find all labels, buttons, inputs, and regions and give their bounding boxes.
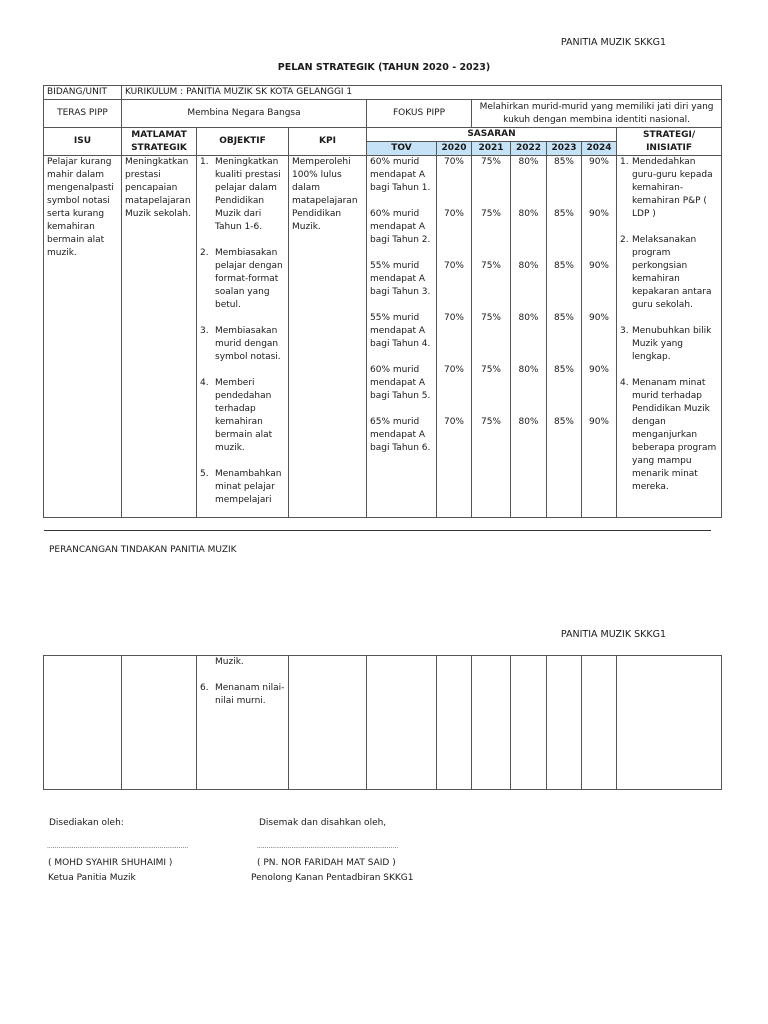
- col-year-2022: 2022: [511, 142, 547, 156]
- tov-item: 55% murid mendapat A bagi Tahun 4.: [370, 313, 431, 349]
- matlamat-cell: [122, 156, 197, 518]
- list-item: 1. Meningkatkan kualiti prestasi pelajar dalam Pendidikan Muzik dari Tahun 1-6.: [200, 157, 281, 232]
- list-item: 3. Menubuhkan bilik Muzik yang lengkap.: [620, 326, 712, 362]
- prepared-name: ( MOHD SYAHIR SHUHAIMI ): [48, 858, 173, 868]
- prepared-label: Disediakan oleh:: [49, 818, 124, 828]
- col-matlamat: MATLAMAT STRATEGIK: [122, 128, 197, 156]
- col-year-2024: 2024: [582, 142, 617, 156]
- list-item: 6. Menanam nilai-nilai murni.: [200, 683, 285, 706]
- teras-value: Membina Negara Bangsa: [122, 100, 367, 128]
- strategi-list: [620, 156, 718, 494]
- list-item: 1. Mendedahkan guru-guru kepada kemahiran-kemahiran P&P ( LDP ): [620, 157, 713, 219]
- tov-item: 60% murid mendapat A bagi Tahun 2.: [370, 209, 431, 245]
- col-strategi: STRATEGI/ INISIATIF: [617, 128, 722, 156]
- matlamat-text: Meningkatkan prestasi pencapaian matapelajaran Muzik sekolah.: [125, 157, 191, 219]
- list-item: 4. Menanam minat murid terhadap Pendidikan Muzik dengan menganjurkan beberapa program yang mampu menarik minat mereka.: [620, 378, 717, 492]
- approved-signature-line: ..........................................................................: [257, 843, 399, 850]
- tov-item: 65% murid mendapat A bagi Tahun 6.: [370, 417, 431, 453]
- teras-label: TERAS PIPP: [44, 100, 122, 128]
- list-item: 2. Membiasakan pelajar dengan format-format soalan yang betul.: [200, 248, 283, 310]
- col-isu: ISU: [44, 128, 122, 156]
- objektif-list: [200, 156, 285, 507]
- document-title: PELAN STRATEGIK (TAHUN 2020 - 2023): [277, 62, 491, 73]
- list-item: 2. Melaksanakan program perkongsian kemahiran kepakaran antara guru sekolah.: [620, 235, 712, 310]
- prepared-title: Ketua Panitia Muzik: [48, 873, 136, 883]
- fokus-label: FOKUS PIPP: [367, 100, 472, 128]
- col-year-2021: 2021: [472, 142, 511, 156]
- tov-item: 60% murid mendapat A bagi Tahun 5.: [370, 365, 431, 401]
- prepared-signature-line: ..........................................................................: [47, 843, 189, 850]
- col-year-2023: 2023: [547, 142, 582, 156]
- isu-text: Pelajar kurang mahir dalam mengenalpasti symbol notasi serta kurang kemahiran bermain alat muzik.: [47, 157, 114, 258]
- approved-name: ( PN. NOR FARIDAH MAT SAID ): [257, 858, 396, 868]
- target-2021-cell: 75% 75% 75% 75% 75% 75%: [472, 156, 511, 518]
- strategic-plan-table: [43, 85, 722, 518]
- tov-item: 60% murid mendapat A bagi Tahun 1.: [370, 157, 431, 193]
- bidang-value: KURIKULUM : PANITIA MUZIK SK KOTA GELANGGI 1: [122, 86, 722, 100]
- col-year-2020: 2020: [437, 142, 472, 156]
- target-2023-cell: 85% 85% 85% 85% 85% 85%: [547, 156, 582, 518]
- objektif-cell: [197, 156, 289, 518]
- continuation-table: [43, 655, 722, 790]
- strategi-cell: [617, 156, 722, 518]
- objektif-cont-cell: [197, 656, 289, 790]
- bidang-label: BIDANG/UNIT: [44, 86, 122, 100]
- objektif-list-cont: [200, 682, 285, 708]
- list-item: 3. Membiasakan murid dengan symbol notasi.: [200, 326, 281, 362]
- tov-cell: [367, 156, 437, 518]
- col-sasaran: SASARAN: [367, 128, 617, 142]
- col-tov: TOV: [367, 142, 437, 156]
- approved-label: Disemak dan disahkan oleh,: [259, 818, 387, 828]
- target-2020-cell: 70% 70% 70% 70% 70% 70%: [437, 156, 472, 518]
- target-2022-cell: 80% 80% 80% 80% 80% 80%: [511, 156, 547, 518]
- objektif-continued: Muzik.: [215, 657, 244, 667]
- section-heading: PERANCANGAN TINDAKAN PANITIA MUZIK: [49, 545, 237, 555]
- page-divider: [44, 530, 711, 531]
- unit-header-page2: PANITIA MUZIK SKKG1: [560, 629, 666, 640]
- tov-item: 55% murid mendapat A bagi Tahun 3.: [370, 261, 431, 297]
- col-kpi: KPI: [289, 128, 367, 156]
- list-item: 5. Menambahkan minat pelajar mempelajari: [200, 469, 282, 505]
- kpi-cell: [289, 156, 367, 518]
- isu-cell: [44, 156, 122, 518]
- unit-header: PANITIA MUZIK SKKG1: [560, 37, 666, 48]
- target-2024-cell: 90% 90% 90% 90% 90% 90%: [582, 156, 617, 518]
- list-item: 4. Memberi pendedahan terhadap kemahiran bermain alat muzik.: [200, 378, 273, 453]
- approved-title: Penolong Kanan Pentadbiran SKKG1: [251, 873, 414, 883]
- col-objektif: OBJEKTIF: [197, 128, 289, 156]
- fokus-value: Melahirkan murid-murid yang memiliki jati diri yang kukuh dengan membina identiti nasional.: [472, 100, 722, 128]
- kpi-text: Memperolehi 100% lulus dalam matapelajaran Pendidikan Muzik.: [292, 157, 358, 232]
